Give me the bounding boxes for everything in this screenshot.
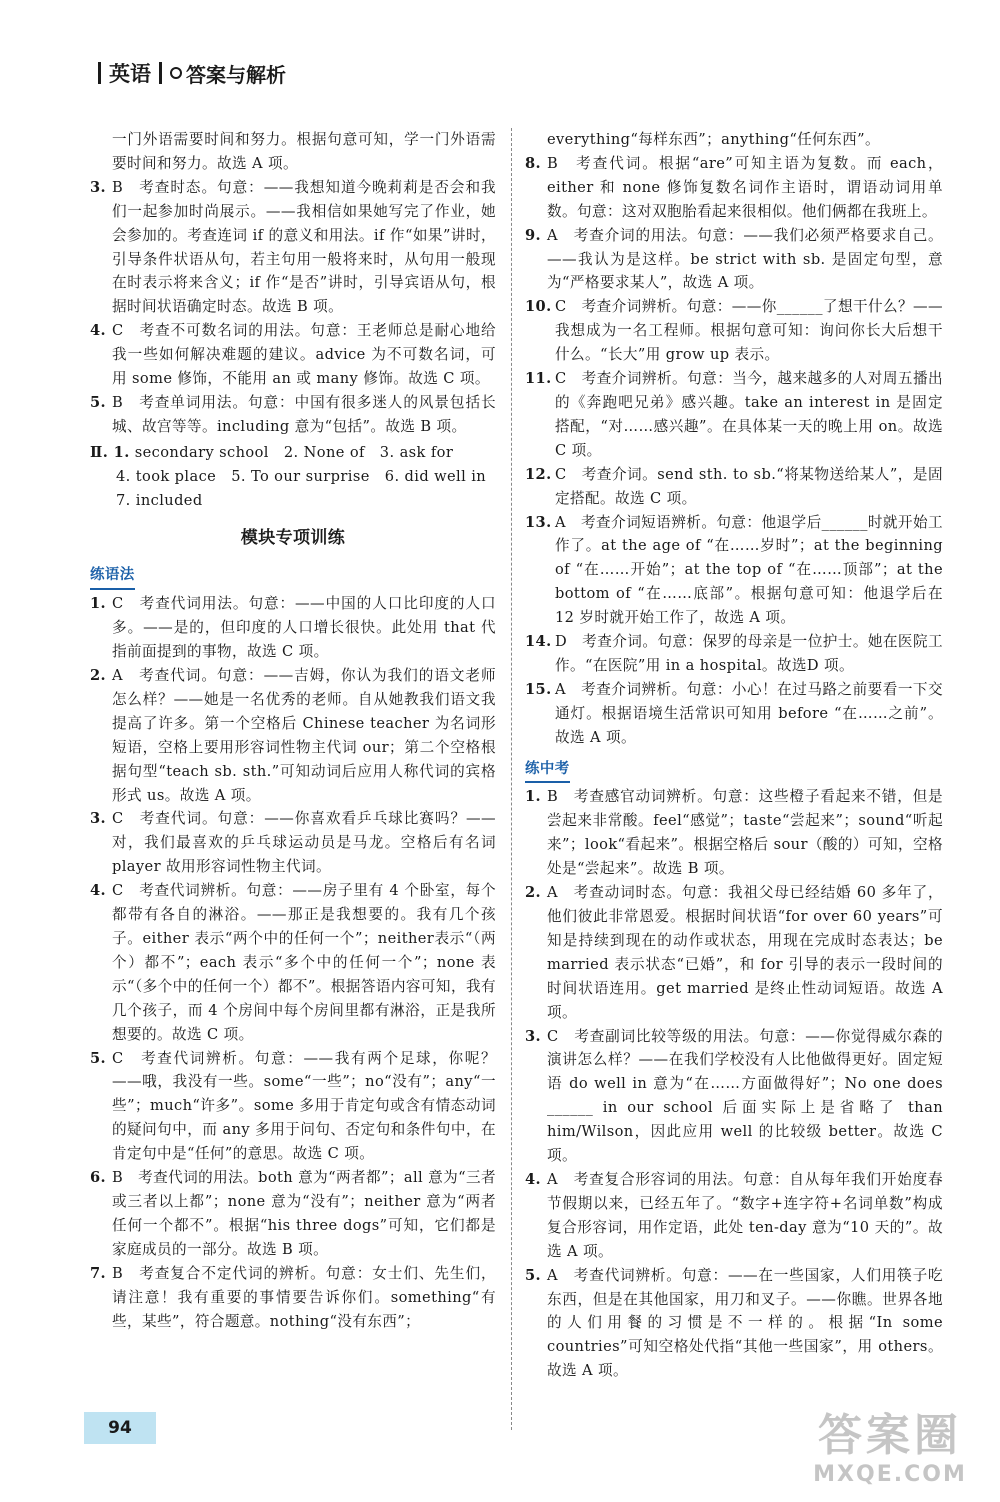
- item-text: A 考查动词时态。句意：我祖父母已经结婚 60 多年了，他们彼此非常恩爱。根据时间状语“for over 60 years”可知是持续到现在的动作或状态，用现在完成时态表达；be married 表示状态“已婚”，和 for 引导的表示一段时间的时间状语连用。get married 是终止性动词短语。故选 A 项。: [547, 884, 943, 1021]
- item-number: 2.: [90, 667, 107, 685]
- item-text: C 考查代词。句意：——你喜欢看乒乓球比赛吗？——对，我们最喜欢的乒乓球运动员是马龙。空格后有名词 player 故用形容词性物主代词。: [112, 810, 496, 876]
- item-number: 6.: [90, 1169, 107, 1187]
- answer-item: [525, 463, 943, 511]
- item-text: C 考查介词辨析。句意：当今，越来越多的人对周五播出的《奔跑吧兄弟》感兴趣。take an interest in 是固定搭配，“对……感兴趣”。在具体某一天的晚上用 on。故选 C 项。: [555, 370, 943, 459]
- answer-item: [525, 1025, 943, 1168]
- answer-item: [90, 879, 496, 1046]
- item-text: A 考查代词辨析。句意：——在一些国家，人们用筷子吃东西，但是在其他国家，用刀和叉子。——你瞧。世界各地的人们用餐的习惯是不一样的。根据“In some countries”可知空格处代指“其他一些国家”，用 others。故选 A 项。: [547, 1266, 943, 1380]
- item-text: C 考查代词用法。句意：——中国的人口比印度的人口多。——是的，但印度的人口增长很快。此处用 that 代指前面提到的事物，故选 C 项。: [112, 595, 496, 661]
- item-text: B 考查感官动词辨析。句意：这些橙子看起来不错，但是尝起来非常酸。feel“感觉”；taste“尝起来”；sound“听起来”；look“看起来”。根据空格后 sour（酸的）可知，空格处是“尝起来”。故选 B 项。: [547, 788, 943, 878]
- answer-item: [90, 664, 496, 807]
- part-two-answers: [90, 441, 496, 513]
- watermark-main: 答案圈: [818, 1410, 962, 1461]
- left-column: [90, 128, 496, 1333]
- part-two-line: secondary school 2. None of 3. ask for: [134, 443, 454, 461]
- item-number: 5.: [525, 1266, 542, 1284]
- answer-item: [90, 1166, 496, 1262]
- item-text: C 考查介词辨析。句意：——你______了想干什么？——我想成为一名工程师。根据句意可知：询问你长大后想干什么。“长大”用 grow up 表示。: [555, 298, 943, 364]
- right-column: [525, 128, 943, 1383]
- section-title: 模块专项训练: [240, 527, 346, 548]
- column-divider: [511, 128, 512, 1430]
- header-section: 答案与解析: [186, 62, 286, 87]
- watermark-url: MXQE.COM: [813, 1462, 967, 1487]
- answer-item: [525, 678, 943, 750]
- item-number: 4.: [525, 1170, 542, 1188]
- item-number: 10.: [525, 298, 552, 316]
- item-number: 15.: [525, 680, 552, 698]
- item-text: B 考查代词的用法。both 意为“两者都”；all 意为“三者或三者以上都”；none 意为“没有”；neither 意为“两者任何一个都不”。根据“his three dogs”可知，它们都是家庭成员的一部分。故选 B 项。: [112, 1169, 496, 1258]
- item-text: A 考查介词短语辨析。句意：他退学后______时就开始工作了。at the age of “在……岁时”；at the beginning of “在……开始”；at the top of “在……顶部”；at the bottom of “在……底部”。根据句意可知：他退学后在 12 岁时就开始工作了，故选 A 项。: [555, 513, 943, 627]
- item-number: 3.: [90, 178, 107, 196]
- item-number: 7.: [90, 1264, 107, 1282]
- answer-item: [90, 1262, 496, 1334]
- continued-text: everything“每样东西”；anything“任何东西”。: [547, 131, 881, 148]
- item-text: C 考查介词。send sth. to sb.“将某物送给某人”，是固定搭配。故选 C 项。: [555, 465, 943, 507]
- item-number: 3.: [90, 810, 107, 828]
- answer-item: [90, 1047, 496, 1167]
- answer-item: [525, 1264, 943, 1384]
- item-number: 8.: [525, 154, 542, 172]
- continued-text: 一门外语需要时间和努力。根据句意可知，学一门外语需要时间和努力。故选 A 项。: [112, 131, 496, 172]
- answer-item: [525, 152, 943, 224]
- answer-item: [525, 785, 943, 881]
- part-two-label: Ⅱ. 1.: [90, 443, 130, 461]
- item-number: 1.: [90, 595, 107, 613]
- page-number: 94: [84, 1412, 156, 1444]
- answer-item: [525, 511, 943, 631]
- header-bar: [98, 62, 101, 84]
- header-bar: [159, 62, 162, 84]
- item-number: 4.: [90, 882, 107, 900]
- answer-item: [525, 224, 943, 296]
- item-number: 4.: [90, 322, 107, 340]
- part-two-line: 7. included: [116, 491, 203, 509]
- item-text: C 考查副词比较等级的用法。句意：——你觉得威尔森的演讲怎么样？——在我们学校没有人比他做得更好。固定短语 do well in 意为“在……方面做得好”；No one does ______ in our school 后面实际上是省略了 than him/Wilson，因此应用 well 的比较级 better。故选 C 项。: [547, 1027, 943, 1165]
- answer-item: [90, 391, 496, 439]
- item-number: 1.: [525, 788, 542, 806]
- header-subject: 英语: [109, 62, 151, 86]
- answer-item: [90, 592, 496, 664]
- page-header: [90, 58, 286, 88]
- sub-heading-exam: 练中考: [525, 758, 570, 784]
- item-number: 11.: [525, 370, 552, 388]
- item-text: B 考查代词。根据“are”可知主语为复数。而 each，either 和 none 修饰复数名词作主语时，谓语动词用单数。句意：这对双胞胎看起来很相似。他们俩都在我班上。: [547, 154, 943, 220]
- item-number: 14.: [525, 633, 552, 651]
- item-text: A 考查介词的用法。句意：——我们必须严格要求自己。——我认为是这样。be strict with sb. 是固定句型，意为“严格要求某人”，故选 A 项。: [547, 226, 943, 292]
- item-text: B 考查单词用法。句意：中国有很多迷人的风景包括长城、故宫等等。including 意为“包括”。故选 B 项。: [112, 393, 496, 435]
- item-text: A 考查介词辨析。句意：小心！在过马路之前要看一下交通灯。根据语境生活常识可知用 before “在……之前”。故选 A 项。: [555, 680, 943, 746]
- sub-heading-grammar: 练语法: [90, 564, 135, 590]
- circle-icon: [170, 67, 182, 79]
- answer-item: [525, 881, 943, 1024]
- item-number: 2.: [525, 884, 542, 902]
- item-number: 9.: [525, 226, 542, 244]
- answer-item: [525, 630, 943, 678]
- part-two-line: 4. took place 5. To our surprise 6. did well in: [116, 467, 487, 485]
- item-number: 5.: [90, 1049, 107, 1067]
- item-text: B 考查复合不定代词的辨析。句意：女士们、先生们，请注意！我有重要的事情要告诉你们。something“有些，某些”，符合题意。nothing“没有东西”；: [112, 1264, 496, 1330]
- watermark-logo: [790, 1410, 990, 1495]
- item-text: D 考查介词。句意：保罗的母亲是一位护士。她在医院工作。“在医院”用 in a hospital。故选D 项。: [555, 633, 943, 674]
- answer-item: [525, 295, 943, 367]
- item-text: A 考查复合形容词的用法。句意：自从每年我们开始度春节假期以来，已经五年了。“数字+连字符+名词单数”构成复合形容词，用作定语，此处 ten-day 意为“10 天的”。故选 A 项。: [547, 1170, 943, 1260]
- answer-item: [525, 367, 943, 463]
- item-text: A 考查代词。句意：——吉姆，你认为我们的语文老师怎么样？——她是一名优秀的老师。自从她教我们语文我提高了许多。第一个空格后 Chinese teacher 为名词形短语，空格上要用形容词性物主代词 our；第二个空格根据句型“teach sb. sth.”可知动词后应用人称代词的宾格形式 us。故选 A 项。: [112, 667, 496, 804]
- item-text: C 考查代词辨析。句意：——房子里有 4 个卧室，每个都带有各自的淋浴。——那正是我想要的。我有几个孩子。either 表示“两个中的任何一个”；neither表示“（两个）都不”；each 表示“多个中的任何一个”；none 表示“（多个中的任何一个）都不”。根据答语内容可知，我有几个孩子，而 4 个房间中每个房间里都有淋浴，正是我所想要的。故选 C 项。: [112, 882, 496, 1043]
- answer-item: [90, 807, 496, 879]
- item-number: 5.: [90, 393, 107, 411]
- item-number: 13.: [525, 513, 552, 531]
- item-number: 3.: [525, 1027, 542, 1045]
- item-text: B 考查时态。句意：——我想知道今晚莉莉是否会和我们一起参加时尚展示。——我相信如果她写完了作业，她会参加的。考查连词 if 的意义和用法。if 作“如果”讲时，引导条件状语从句，若主句用一般将来时，从句用一般现在时表示将来含义；if 作“是否”讲时，引导宾语从句，根据时间状语确定时态。故选 B 项。: [112, 178, 496, 316]
- answer-item: [90, 176, 496, 319]
- answer-item: [525, 1168, 943, 1264]
- answer-item: [90, 319, 496, 391]
- item-text: C 考查代词辨析。句意：——我有两个足球，你呢？——哦，我没有一些。some“一些”；no“没有”；any“一些”；much“许多”。some 多用于肯定句或含有情态动词的疑问句中，而 any 多用于问句、否定句和条件句中，在肯定句中是“任何”的意思。故选 C 项。: [112, 1049, 496, 1163]
- item-text: C 考查不可数名词的用法。句意：王老师总是耐心地给我一些如何解决难题的建议。advice 为不可数名词，可用 some 修饰，不能用 an 或 many 修饰。故选 C 项。: [112, 322, 496, 388]
- item-number: 12.: [525, 465, 552, 483]
